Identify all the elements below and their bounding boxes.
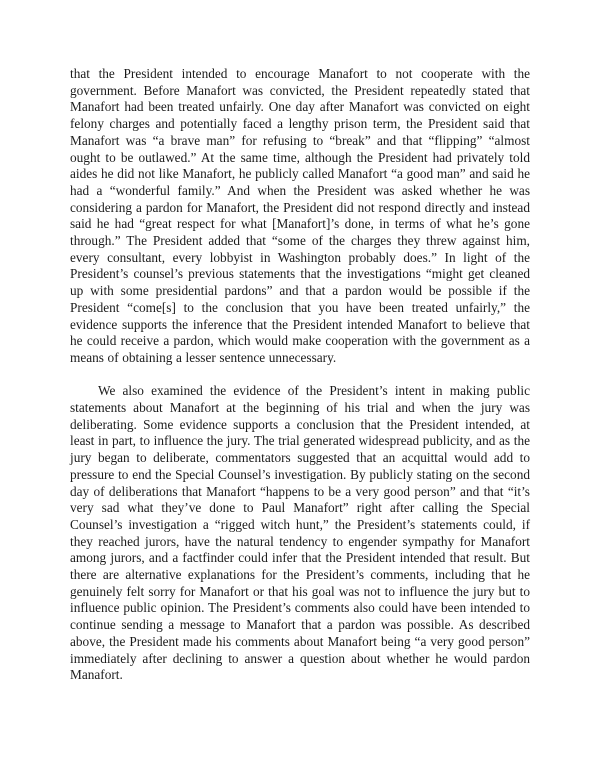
paragraph: We also examined the evidence of the President’s intent in making public statements about Manafort at the beginning of his trial and when the jury was deliberating. Some evidence supports a conclusion that the President intended, at least in part, to influence the jury. The trial generated widespread publicity, and as the jury began to deliberate, commentators suggested that an acquittal would add to pressure to end the Special Counsel’s investigation. By publicly stating on the second day of deliberations that Manafort “happens to be a very good person” and that “it’s very sad what they’ve done to Paul Manafort” right after calling the Special Counsel’s investigation a “rigged witch hunt,” the President’s statements could, if they reached jurors, have the natural tendency to engender sympathy for Manafort among jurors, and a factfinder could infer that the President intended that result. But there are alternative explanations for the President’s comments, including that he genuinely felt sorry for Manafort or that his goal was not to influence the jury but to influence public opinion. The President’s comments also could have been intended to continue sending a message to Manafort that a pardon was possible. As described above, the President made his comments about Manafort being “a very good person” immediately after declining to answer a question about whether he would pardon Manafort. (70, 383, 530, 683)
paragraph-continuation: that the President intended to encourage Manafort to not cooperate with the government. Before Manafort was convicted, the President repeatedly stated that Manafort had been treated unfairly. One day after Manafort was convicted on eight felony charges and potentially faced a lengthy prison term, the President said that Manafort was “a brave man” for refusing to “break” and that “flipping” “almost ought to be outlawed.” At the same time, although the President had privately told aides he did not like Manafort, he publicly called Manafort “a good man” and said he had a “wonderful family.” And when the President was asked whether he was considering a pardon for Manafort, the President did not respond directly and instead said he had “great respect for what [Manafort]’s done, in terms of what he’s gone through.” The President added that “some of the charges they threw against him, every consultant, every lobbyist in Washington probably does.” In light of the President’s counsel’s previous statements that the investigations “might get cleaned up with some presidential pardons” and that a pardon would be possible if the President “come[s] to the conclusion that you have been treated unfairly,” the evidence supports the inference that the President intended Manafort to believe that he could receive a pardon, which would make cooperation with the government as a means of obtaining a lesser sentence unnecessary. (70, 66, 530, 365)
